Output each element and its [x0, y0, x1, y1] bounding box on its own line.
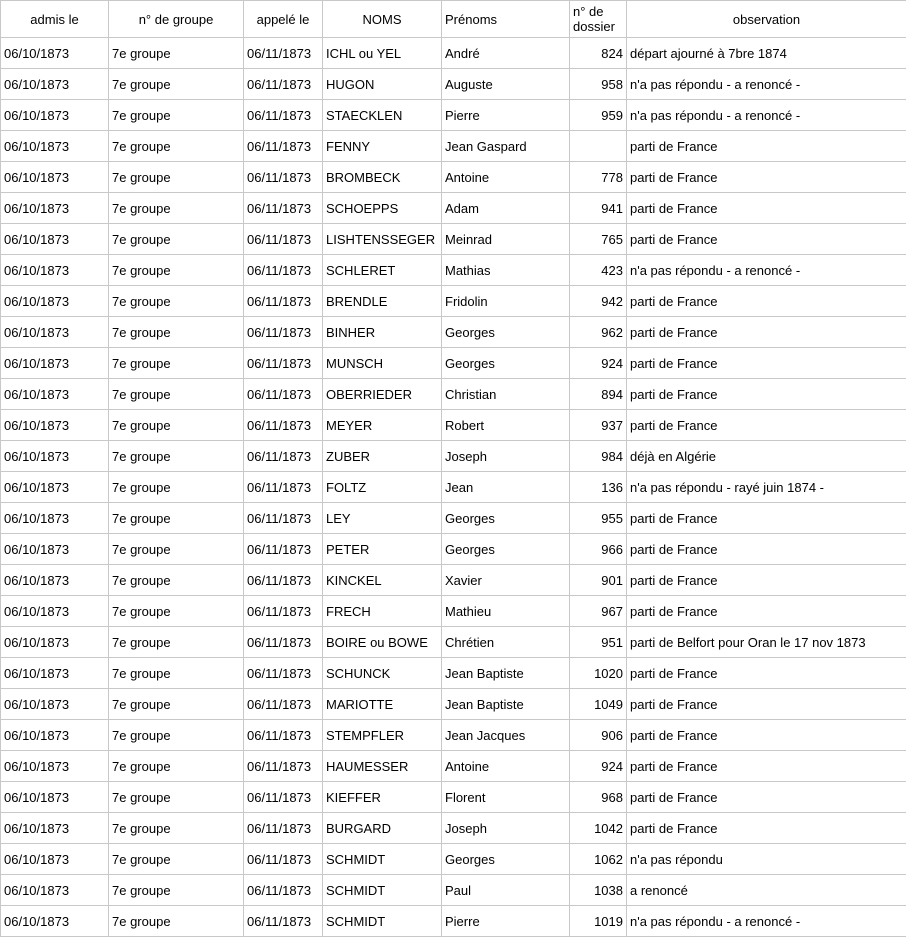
cell-groupe: 7e groupe — [109, 596, 244, 627]
cell-nom: ICHL ou YEL — [323, 38, 442, 69]
cell-appele: 06/11/1873 — [244, 472, 323, 503]
cell-prenom: Antoine — [442, 751, 570, 782]
cell-prenom: Joseph — [442, 813, 570, 844]
table-row — [1, 906, 906, 937]
cell-observation: parti de France — [627, 286, 906, 317]
cell-prenom: Jean Jacques — [442, 720, 570, 751]
cell-dossier — [570, 131, 627, 162]
cell-admis: 06/10/1873 — [1, 844, 109, 875]
cell-prenom: Auguste — [442, 69, 570, 100]
cell-groupe: 7e groupe — [109, 813, 244, 844]
cell-dossier: 942 — [570, 286, 627, 317]
cell-dossier: 901 — [570, 565, 627, 596]
table-row — [1, 658, 906, 689]
cell-groupe: 7e groupe — [109, 689, 244, 720]
cell-groupe: 7e groupe — [109, 875, 244, 906]
cell-groupe: 7e groupe — [109, 720, 244, 751]
table-row — [1, 875, 906, 906]
cell-dossier: 966 — [570, 534, 627, 565]
cell-admis: 06/10/1873 — [1, 162, 109, 193]
cell-appele: 06/11/1873 — [244, 503, 323, 534]
cell-dossier: 924 — [570, 751, 627, 782]
cell-observation: a renoncé — [627, 875, 906, 906]
cell-observation: parti de France — [627, 751, 906, 782]
cell-admis: 06/10/1873 — [1, 286, 109, 317]
cell-dossier: 968 — [570, 782, 627, 813]
cell-groupe: 7e groupe — [109, 844, 244, 875]
cell-admis: 06/10/1873 — [1, 627, 109, 658]
cell-observation: parti de France — [627, 131, 906, 162]
cell-prenom: Florent — [442, 782, 570, 813]
cell-groupe: 7e groupe — [109, 751, 244, 782]
cell-appele: 06/11/1873 — [244, 379, 323, 410]
cell-prenom: Antoine — [442, 162, 570, 193]
cell-dossier: 1038 — [570, 875, 627, 906]
cell-observation: parti de France — [627, 565, 906, 596]
table-row — [1, 317, 906, 348]
cell-dossier: 423 — [570, 255, 627, 286]
cell-nom: FOLTZ — [323, 472, 442, 503]
cell-groupe: 7e groupe — [109, 100, 244, 131]
cell-appele: 06/11/1873 — [244, 782, 323, 813]
cell-admis: 06/10/1873 — [1, 131, 109, 162]
cell-dossier: 937 — [570, 410, 627, 441]
table-row — [1, 782, 906, 813]
cell-observation: parti de France — [627, 410, 906, 441]
cell-appele: 06/11/1873 — [244, 224, 323, 255]
cell-prenom: Fridolin — [442, 286, 570, 317]
cell-dossier: 1019 — [570, 906, 627, 937]
cell-nom: SCHMIDT — [323, 906, 442, 937]
cell-dossier: 924 — [570, 348, 627, 379]
cell-nom: PETER — [323, 534, 442, 565]
cell-prenom: Jean Gaspard — [442, 131, 570, 162]
table-row — [1, 534, 906, 565]
cell-nom: MEYER — [323, 410, 442, 441]
cell-nom: KIEFFER — [323, 782, 442, 813]
cell-groupe: 7e groupe — [109, 906, 244, 937]
table-row — [1, 472, 906, 503]
cell-groupe: 7e groupe — [109, 317, 244, 348]
cell-observation: parti de France — [627, 224, 906, 255]
cell-prenom: Chrétien — [442, 627, 570, 658]
cell-admis: 06/10/1873 — [1, 503, 109, 534]
cell-nom: BRENDLE — [323, 286, 442, 317]
cell-prenom: Pierre — [442, 100, 570, 131]
cell-admis: 06/10/1873 — [1, 317, 109, 348]
cell-observation: parti de France — [627, 782, 906, 813]
cell-observation: parti de France — [627, 720, 906, 751]
cell-prenom: Georges — [442, 844, 570, 875]
cell-groupe: 7e groupe — [109, 286, 244, 317]
cell-nom: BINHER — [323, 317, 442, 348]
cell-dossier: 941 — [570, 193, 627, 224]
table-row — [1, 162, 906, 193]
cell-admis: 06/10/1873 — [1, 906, 109, 937]
cell-nom: LEY — [323, 503, 442, 534]
col-header-admis: admis le — [1, 1, 109, 38]
cell-nom: BOIRE ou BOWE — [323, 627, 442, 658]
cell-nom: SCHMIDT — [323, 875, 442, 906]
cell-prenom: Adam — [442, 193, 570, 224]
cell-prenom: Christian — [442, 379, 570, 410]
cell-dossier: 951 — [570, 627, 627, 658]
table-row — [1, 844, 906, 875]
cell-prenom: André — [442, 38, 570, 69]
cell-prenom: Joseph — [442, 441, 570, 472]
cell-appele: 06/11/1873 — [244, 875, 323, 906]
cell-dossier: 958 — [570, 69, 627, 100]
cell-admis: 06/10/1873 — [1, 596, 109, 627]
table-row — [1, 100, 906, 131]
cell-admis: 06/10/1873 — [1, 69, 109, 100]
cell-observation: parti de France — [627, 193, 906, 224]
col-header-dossier: n° de dossier — [570, 1, 627, 38]
cell-groupe: 7e groupe — [109, 162, 244, 193]
cell-observation: n'a pas répondu - rayé juin 1874 - — [627, 472, 906, 503]
table-row — [1, 348, 906, 379]
cell-appele: 06/11/1873 — [244, 317, 323, 348]
cell-prenom: Mathias — [442, 255, 570, 286]
cell-nom: HAUMESSER — [323, 751, 442, 782]
cell-observation: n'a pas répondu - a renoncé - — [627, 255, 906, 286]
cell-nom: SCHUNCK — [323, 658, 442, 689]
cell-appele: 06/11/1873 — [244, 813, 323, 844]
cell-observation: parti de France — [627, 534, 906, 565]
cell-appele: 06/11/1873 — [244, 565, 323, 596]
cell-groupe: 7e groupe — [109, 69, 244, 100]
table-row — [1, 720, 906, 751]
table-row — [1, 441, 906, 472]
col-header-groupe: n° de groupe — [109, 1, 244, 38]
cell-groupe: 7e groupe — [109, 534, 244, 565]
table-row — [1, 689, 906, 720]
table-row — [1, 751, 906, 782]
cell-nom: MARIOTTE — [323, 689, 442, 720]
header-row — [1, 1, 906, 38]
cell-groupe: 7e groupe — [109, 658, 244, 689]
cell-nom: BURGARD — [323, 813, 442, 844]
cell-observation: parti de France — [627, 689, 906, 720]
cell-nom: STAECKLEN — [323, 100, 442, 131]
cell-groupe: 7e groupe — [109, 348, 244, 379]
cell-appele: 06/11/1873 — [244, 596, 323, 627]
cell-groupe: 7e groupe — [109, 782, 244, 813]
cell-nom: HUGON — [323, 69, 442, 100]
cell-admis: 06/10/1873 — [1, 100, 109, 131]
table-body — [1, 38, 906, 937]
cell-appele: 06/11/1873 — [244, 100, 323, 131]
table-row — [1, 813, 906, 844]
cell-prenom: Pierre — [442, 906, 570, 937]
cell-appele: 06/11/1873 — [244, 38, 323, 69]
cell-appele: 06/11/1873 — [244, 751, 323, 782]
cell-prenom: Meinrad — [442, 224, 570, 255]
cell-appele: 06/11/1873 — [244, 348, 323, 379]
cell-appele: 06/11/1873 — [244, 286, 323, 317]
table-row — [1, 38, 906, 69]
cell-groupe: 7e groupe — [109, 379, 244, 410]
table-row — [1, 286, 906, 317]
cell-observation: parti de France — [627, 348, 906, 379]
cell-appele: 06/11/1873 — [244, 131, 323, 162]
cell-admis: 06/10/1873 — [1, 534, 109, 565]
col-header-prenoms: Prénoms — [442, 1, 570, 38]
col-header-noms: NOMS — [323, 1, 442, 38]
cell-admis: 06/10/1873 — [1, 255, 109, 286]
col-header-observation: observation — [627, 1, 906, 38]
cell-observation: n'a pas répondu - a renoncé - — [627, 69, 906, 100]
cell-observation: parti de France — [627, 658, 906, 689]
cell-admis: 06/10/1873 — [1, 410, 109, 441]
table-row — [1, 410, 906, 441]
table-row — [1, 596, 906, 627]
cell-admis: 06/10/1873 — [1, 875, 109, 906]
cell-admis: 06/10/1873 — [1, 782, 109, 813]
table-row — [1, 565, 906, 596]
cell-observation: n'a pas répondu - a renoncé - — [627, 100, 906, 131]
col-header-appele: appelé le — [244, 1, 323, 38]
cell-prenom: Georges — [442, 317, 570, 348]
cell-groupe: 7e groupe — [109, 224, 244, 255]
cell-observation: parti de France — [627, 162, 906, 193]
table-header — [1, 1, 906, 38]
cell-nom: FRECH — [323, 596, 442, 627]
table-row — [1, 627, 906, 658]
cell-admis: 06/10/1873 — [1, 348, 109, 379]
cell-appele: 06/11/1873 — [244, 658, 323, 689]
cell-nom: SCHLERET — [323, 255, 442, 286]
cell-nom: ZUBER — [323, 441, 442, 472]
cell-groupe: 7e groupe — [109, 255, 244, 286]
cell-observation: déjà en Algérie — [627, 441, 906, 472]
cell-admis: 06/10/1873 — [1, 193, 109, 224]
cell-appele: 06/11/1873 — [244, 720, 323, 751]
cell-groupe: 7e groupe — [109, 503, 244, 534]
cell-prenom: Georges — [442, 534, 570, 565]
cell-appele: 06/11/1873 — [244, 627, 323, 658]
cell-dossier: 1042 — [570, 813, 627, 844]
cell-prenom: Mathieu — [442, 596, 570, 627]
cell-nom: LISHTENSSEGER — [323, 224, 442, 255]
cell-prenom: Robert — [442, 410, 570, 441]
cell-dossier: 967 — [570, 596, 627, 627]
cell-prenom: Jean Baptiste — [442, 658, 570, 689]
cell-nom: STEMPFLER — [323, 720, 442, 751]
cell-groupe: 7e groupe — [109, 627, 244, 658]
cell-nom: FENNY — [323, 131, 442, 162]
cell-groupe: 7e groupe — [109, 131, 244, 162]
cell-nom: KINCKEL — [323, 565, 442, 596]
cell-dossier: 765 — [570, 224, 627, 255]
cell-dossier: 984 — [570, 441, 627, 472]
cell-dossier: 778 — [570, 162, 627, 193]
cell-nom: BROMBECK — [323, 162, 442, 193]
cell-groupe: 7e groupe — [109, 38, 244, 69]
cell-appele: 06/11/1873 — [244, 255, 323, 286]
table-row — [1, 193, 906, 224]
cell-appele: 06/11/1873 — [244, 69, 323, 100]
cell-groupe: 7e groupe — [109, 193, 244, 224]
cell-appele: 06/11/1873 — [244, 193, 323, 224]
cell-prenom: Paul — [442, 875, 570, 906]
cell-dossier: 955 — [570, 503, 627, 534]
cell-appele: 06/11/1873 — [244, 410, 323, 441]
cell-dossier: 894 — [570, 379, 627, 410]
cell-appele: 06/11/1873 — [244, 534, 323, 565]
cell-admis: 06/10/1873 — [1, 720, 109, 751]
table-row — [1, 69, 906, 100]
cell-dossier: 824 — [570, 38, 627, 69]
cell-admis: 06/10/1873 — [1, 224, 109, 255]
cell-appele: 06/11/1873 — [244, 162, 323, 193]
cell-appele: 06/11/1873 — [244, 441, 323, 472]
cell-admis: 06/10/1873 — [1, 813, 109, 844]
table-row — [1, 503, 906, 534]
cell-admis: 06/10/1873 — [1, 472, 109, 503]
cell-admis: 06/10/1873 — [1, 658, 109, 689]
table-row — [1, 379, 906, 410]
cell-groupe: 7e groupe — [109, 441, 244, 472]
cell-groupe: 7e groupe — [109, 410, 244, 441]
cell-admis: 06/10/1873 — [1, 751, 109, 782]
cell-groupe: 7e groupe — [109, 472, 244, 503]
cell-admis: 06/10/1873 — [1, 689, 109, 720]
cell-admis: 06/10/1873 — [1, 38, 109, 69]
cell-dossier: 959 — [570, 100, 627, 131]
cell-dossier: 1049 — [570, 689, 627, 720]
cell-nom: SCHOEPPS — [323, 193, 442, 224]
table-row — [1, 131, 906, 162]
cell-observation: parti de France — [627, 317, 906, 348]
cell-nom: SCHMIDT — [323, 844, 442, 875]
cell-appele: 06/11/1873 — [244, 689, 323, 720]
cell-prenom: Jean — [442, 472, 570, 503]
cell-nom: OBERRIEDER — [323, 379, 442, 410]
table-row — [1, 255, 906, 286]
cell-observation: parti de France — [627, 379, 906, 410]
cell-nom: MUNSCH — [323, 348, 442, 379]
cell-groupe: 7e groupe — [109, 565, 244, 596]
cell-admis: 06/10/1873 — [1, 565, 109, 596]
cell-observation: parti de France — [627, 503, 906, 534]
cell-appele: 06/11/1873 — [244, 906, 323, 937]
cell-prenom: Georges — [442, 503, 570, 534]
cell-observation: parti de France — [627, 596, 906, 627]
cell-observation: départ ajourné à 7bre 1874 — [627, 38, 906, 69]
cell-prenom: Jean Baptiste — [442, 689, 570, 720]
cell-observation: n'a pas répondu - a renoncé - — [627, 906, 906, 937]
cell-admis: 06/10/1873 — [1, 441, 109, 472]
cell-admis: 06/10/1873 — [1, 379, 109, 410]
cell-dossier: 906 — [570, 720, 627, 751]
cell-observation: n'a pas répondu — [627, 844, 906, 875]
cell-observation: parti de Belfort pour Oran le 17 nov 1873 — [627, 627, 906, 658]
cell-prenom: Xavier — [442, 565, 570, 596]
cell-dossier: 136 — [570, 472, 627, 503]
table-row — [1, 224, 906, 255]
cell-appele: 06/11/1873 — [244, 844, 323, 875]
cell-prenom: Georges — [442, 348, 570, 379]
cell-observation: parti de France — [627, 813, 906, 844]
cell-dossier: 1062 — [570, 844, 627, 875]
cell-dossier: 962 — [570, 317, 627, 348]
cell-dossier: 1020 — [570, 658, 627, 689]
